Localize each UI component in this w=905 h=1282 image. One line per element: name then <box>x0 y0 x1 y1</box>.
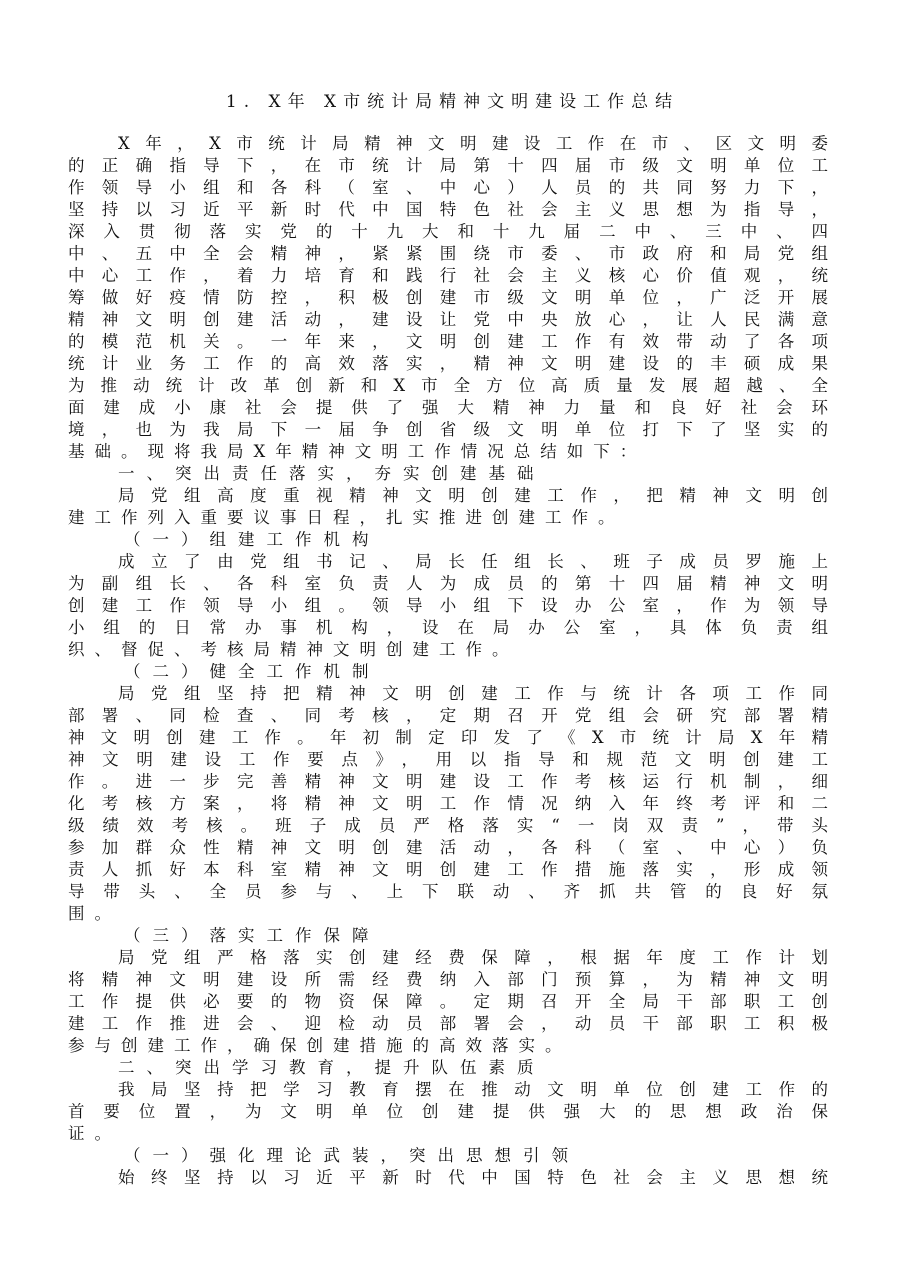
paragraph-last-line: 织、督促、考核局精神文明创建工作。 <box>68 640 519 659</box>
paragraph-first-line: 局党组严格落实创建经费保障，根据年度工作计划 <box>118 948 828 967</box>
paragraph-first-line: 成立了由党组书记、局长任组长、班子成员罗施上 <box>118 552 828 571</box>
paragraph-line: 坚持以习近平新时代中国特色社会主义思想为指导， <box>68 200 828 219</box>
document-body <box>68 133 828 1189</box>
paragraph-last-line: 建工作列入重要议事日程，扎实推进创建工作。 <box>68 508 625 527</box>
paragraph-line: 创建工作领导小组。领导小组下设办公室，作为领导 <box>68 596 828 615</box>
subsection-heading: （一）组建工作机构 <box>124 530 381 549</box>
paragraph-line: 导带头、全员参与、上下联动、齐抓共管的良好氛 <box>68 882 828 901</box>
paragraph-line: 中、五中全会精神，紧紧围绕市委、市政府和局党组 <box>68 244 828 263</box>
subsection-heading: （二）健全工作机制 <box>124 662 381 681</box>
paragraph-first-line: 局党组高度重视精神文明创建工作，把精神文明创 <box>118 486 828 505</box>
paragraph-line: 统计业务工作的高效落实，精神文明建设的丰硕成果 <box>68 354 828 373</box>
subsection-heading: （三）落实工作保障 <box>124 926 381 945</box>
paragraph-line: 精神文明创建活动，建设让党中央放心，让人民满意 <box>68 310 828 329</box>
paragraph-first-line: 始终坚持以习近平新时代中国特色社会主义思想统 <box>118 1168 828 1187</box>
paragraph-line: 的模范机关。一年来，文明创建工作有效带动了各项 <box>68 332 828 351</box>
paragraph-line: 首要位置，为文明单位创建提供强大的思想政治保 <box>68 1102 828 1121</box>
paragraph-line: 部署、同检查、同考核，定期召开党组会研究部署精 <box>68 706 828 725</box>
subsection-heading: （一）强化理论武装，突出思想引领 <box>124 1146 580 1165</box>
paragraph-line: 为推动统计改革创新和X市全方位高质量发展超越、全 <box>68 376 828 395</box>
paragraph-first-line: 局党组坚持把精神文明创建工作与统计各项工作同 <box>118 684 828 703</box>
section-heading: 二、突出学习教育，提升队伍素质 <box>118 1058 546 1077</box>
paragraph-line: 为副组长、各科室负责人为成员的第十四届精神文明 <box>68 574 828 593</box>
paragraph-line: 责人抓好本科室精神文明创建工作措施落实，形成领 <box>68 860 828 879</box>
paragraph-line: 的正确指导下，在市统计局第十四届市级文明单位工 <box>68 156 828 175</box>
paragraph-line: 筹做好疫情防控，积极创建市级文明单位，广泛开展 <box>68 288 828 307</box>
document-title: 1. X年 X市统计局精神文明建设工作总结 <box>225 92 680 112</box>
paragraph-line: 参加群众性精神文明创建活动，各科（室、中心）负 <box>68 838 828 857</box>
paragraph-line: 级绩效考核。班子成员严格落实“一岗双责”，带头 <box>68 816 828 835</box>
paragraph-last-line: 参与创建工作，确保创建措施的高效落实。 <box>68 1036 572 1055</box>
paragraph-line: 小组的日常办事机构，设在局办公室，具体负责组 <box>68 618 828 637</box>
paragraph-line: 境，也为我局下一届争创省级文明单位打下了坚实的 <box>68 420 828 439</box>
paragraph-line: 作。进一步完善精神文明建设工作考核运行机制，细 <box>68 772 828 791</box>
paragraph-line: 工作提供必要的物资保障。定期召开全局干部职工创 <box>68 992 828 1011</box>
paragraph-line: 中心工作，着力培育和践行社会主义核心价值观，统 <box>68 266 828 285</box>
paragraph-line: 深入贯彻落实党的十九大和十九届二中、三中、四 <box>68 222 828 241</box>
paragraph-first-line: 我局坚持把学习教育摆在推动文明单位创建工作的 <box>118 1080 828 1099</box>
paragraph-line: 作领导小组和各科（室、中心）人员的共同努力下， <box>68 178 828 197</box>
paragraph-line: 建工作推进会、迎检动员部署会，动员干部职工积极 <box>68 1014 828 1033</box>
section-heading: 一、突出责任落实，夯实创建基础 <box>118 464 546 483</box>
paragraph-last-line: 基础。现将我局X年精神文明工作情况总结如下： <box>68 442 647 461</box>
paragraph-line: 面建成小康社会提供了强大精神力量和良好社会环 <box>68 398 828 417</box>
paragraph-first-line: X年，X市统计局精神文明建设工作在市、区文明委 <box>118 134 828 153</box>
paragraph-line: 神文明创建工作。年初制定印发了《X市统计局X年精 <box>68 728 828 747</box>
paragraph-last-line: 证。 <box>68 1124 121 1143</box>
paragraph-line: 化考核方案，将精神文明工作情况纳入年终考评和二 <box>68 794 828 813</box>
paragraph-line: 神文明建设工作要点》，用以指导和规范文明创建工 <box>68 750 828 769</box>
paragraph-line: 将精神文明建设所需经费纳入部门预算，为精神文明 <box>68 970 828 989</box>
paragraph-last-line: 围。 <box>68 904 121 923</box>
